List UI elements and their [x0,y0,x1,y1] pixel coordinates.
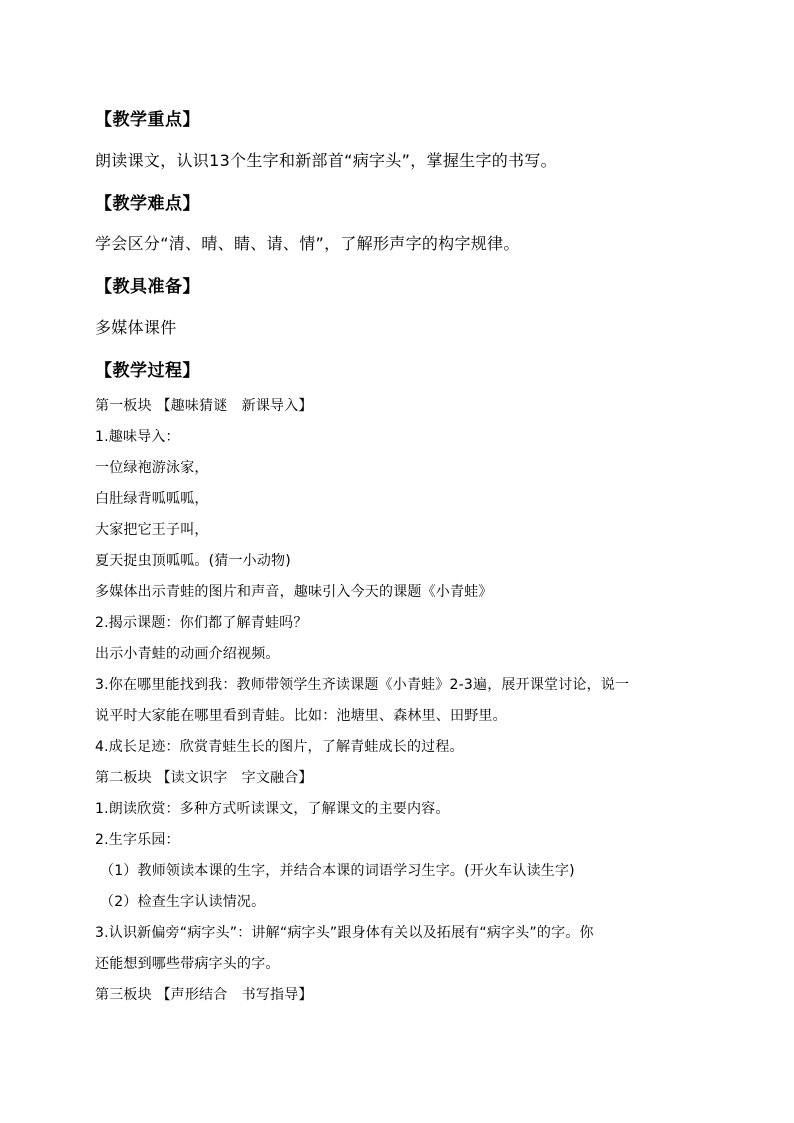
section-text-key-points: 朗读课文，认识13个生字和新部首“病字头”，掌握生字的书写。 [95,151,557,170]
list-item: 1.朗读欣赏：多种方式听读课文，了解课文的主要内容。 [95,801,450,817]
sub-list-item: （1）教师领读本课的生字，并结合本课的词语学习生字。(开火车认读生字) [100,863,575,879]
list-item: 4.成长足迹：欣赏青蛙生长的图片，了解青蛙成长的过程。 [95,739,464,755]
section-heading-process: 【教学过程】 [95,361,200,381]
block-title: 第二板块 【读文识字 字文融合】 [95,770,313,786]
list-item: 2.揭示课题：你们都了解青蛙吗？ [95,615,308,631]
sub-list-item: （2）检查生字认读情况。 [100,894,266,910]
section-heading-materials: 【教具准备】 [95,277,200,297]
paragraph-line: 说平时大家能在哪里看到青蛙。比如：池塘里、森林里、田野里。 [95,708,507,724]
riddle-line: 白肚绿背呱呱呱， [95,491,209,507]
section-heading-difficulties: 【教学难点】 [95,194,200,214]
section-text-difficulties: 学会区分“清、晴、睛、请、情”，了解形声字的构字规律。 [95,234,520,253]
block-title: 第三板块 【声形结合 书写指导】 [95,987,313,1003]
section-text-materials: 多媒体课件 [95,318,177,337]
section-heading-key-points: 【教学重点】 [95,110,200,130]
riddle-line: 夏天捉虫顶呱呱。(猜一小动物) [95,553,291,569]
riddle-line: 一位绿袍游泳家， [95,460,209,476]
paragraph-line: 出示小青蛙的动画介绍视频。 [95,646,280,662]
paragraph-line: 还能想到哪些带病字头的字。 [95,956,280,972]
list-item: 1.趣味导入： [95,429,180,445]
riddle-line: 大家把它王子叫， [95,522,209,538]
list-item: 3.你在哪里能找到我：教师带领学生齐读课题《小青蛙》2-3遍，展开课堂讨论，说一 [95,677,630,693]
paragraph-line: 多媒体出示青蛙的图片和声音，趣味引入今天的课题《小青蛙》 [95,584,493,600]
list-item: 2.生字乐园： [95,832,180,848]
list-item: 3.认识新偏旁“病字头”：讲解“病字头”跟身体有关以及拓展有“病字头”的字。你 [95,925,594,941]
block-title: 第一板块 【趣味猜谜 新课导入】 [95,398,313,414]
